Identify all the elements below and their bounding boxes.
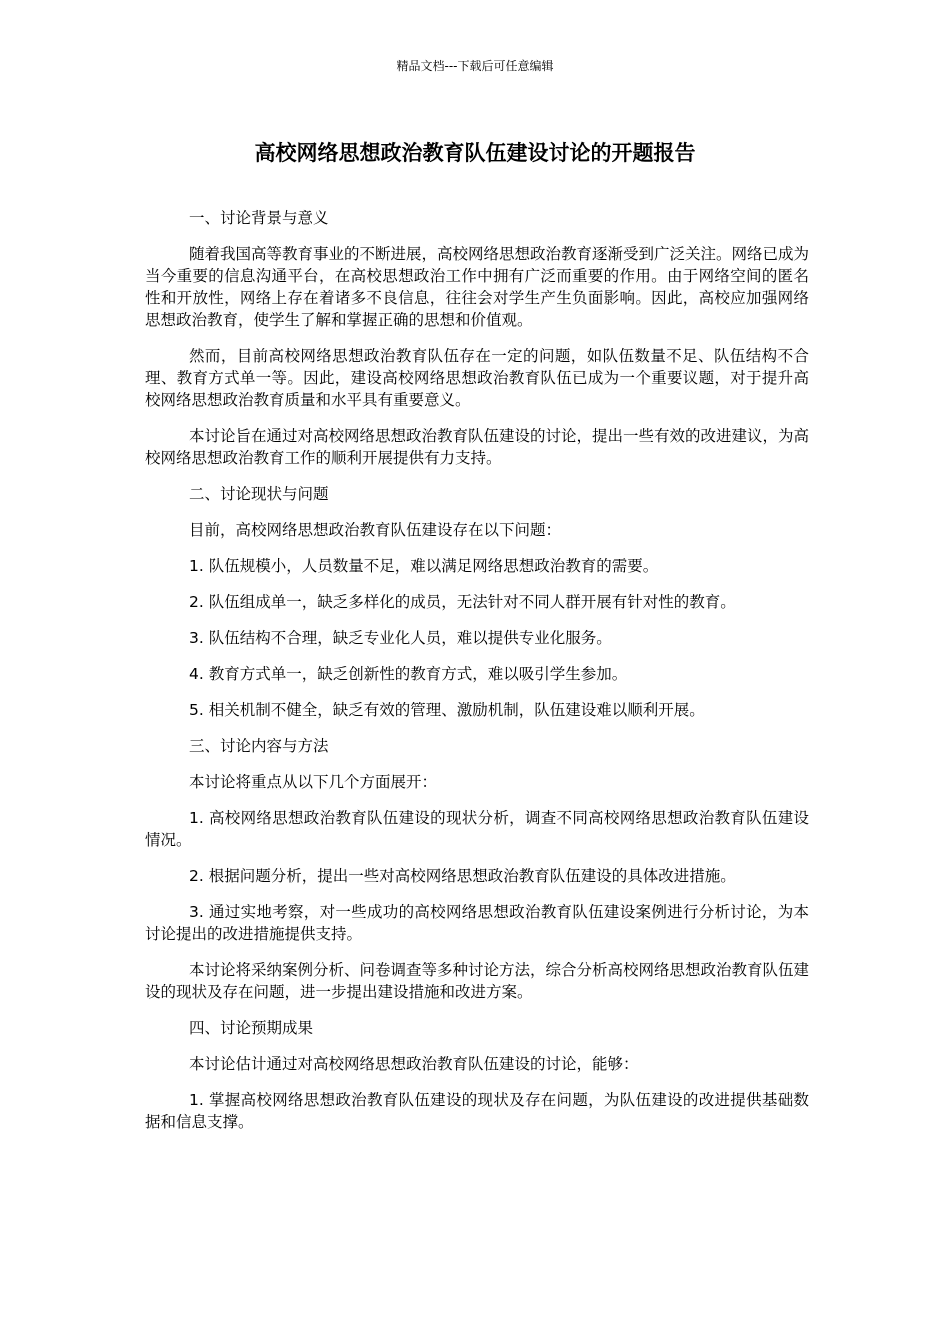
list-item: 4. 教育方式单一，缺乏创新性的教育方式，难以吸引学生参加。: [189, 665, 628, 683]
paragraph: 随着我国高等教育事业的不断进展，高校网络思想政治教育逐渐受到广泛关注。网络已成为当今重要的信息沟通平台，在高校思想政治工作中拥有广泛而重要的作用。由于网络空间的匿名性和开放性，网络上存在着诸多不良信息，往往会对学生产生负面影响。因此，高校应加强网络思想政治教育，使学生了解和掌握正确的思想和价值观。: [145, 245, 810, 329]
list-item: 5. 相关机制不健全，缺乏有效的管理、激励机制，队伍建设难以顺利开展。: [189, 701, 705, 719]
list-item: 3. 队伍结构不合理，缺乏专业化人员，难以提供专业化服务。: [189, 629, 612, 647]
list-item: 1. 掌握高校网络思想政治教育队伍建设的现状及存在问题，为队伍建设的改进提供基础数据和信息支撑。: [145, 1091, 809, 1131]
paragraph: 目前，高校网络思想政治教育队伍建设存在以下问题：: [189, 521, 562, 539]
section-status-problems: [145, 483, 809, 721]
section-background: [145, 207, 809, 469]
paragraph: 本讨论将重点从以下几个方面展开：: [189, 773, 438, 791]
paragraph: 本讨论旨在通过对高校网络思想政治教育队伍建设的讨论，提出一些有效的改进建议，为高校网络思想政治教育工作的顺利开展提供有力支持。: [145, 427, 810, 467]
list-item: 1. 队伍规模小，人员数量不足，难以满足网络思想政治教育的需要。: [189, 557, 659, 575]
list-item: 1. 高校网络思想政治教育队伍建设的现状分析，调查不同高校网络思想政治教育队伍建设情况。: [145, 809, 809, 849]
list-item: 2. 队伍组成单一，缺乏多样化的成员，无法针对不同人群开展有针对性的教育。: [189, 593, 736, 611]
paragraph: 本讨论估计通过对高校网络思想政治教育队伍建设的讨论，能够：: [189, 1055, 639, 1073]
list-item: 3. 通过实地考察，对一些成功的高校网络思想政治教育队伍建设案例进行分析讨论，为本讨论提出的改进措施提供支持。: [145, 903, 809, 943]
header-note: 精品文档---下载后可任意编辑: [396, 59, 554, 73]
section-heading: 三、讨论内容与方法: [189, 737, 329, 755]
section-heading: 四、讨论预期成果: [189, 1019, 314, 1037]
document-body: [145, 207, 809, 1147]
section-heading: 二、讨论现状与问题: [189, 485, 329, 503]
section-expected-results: [145, 1017, 809, 1133]
section-heading: 一、讨论背景与意义: [189, 209, 329, 227]
paragraph: 然而，目前高校网络思想政治教育队伍存在一定的问题，如队伍数量不足、队伍结构不合理、教育方式单一等。因此，建设高校网络思想政治教育队伍已成为一个重要议题，对于提升高校网络思想政治教育质量和水平具有重要意义。: [145, 347, 809, 409]
section-content-methods: [145, 735, 809, 1003]
list-item: 2. 根据问题分析，提出一些对高校网络思想政治教育队伍建设的具体改进措施。: [189, 867, 736, 885]
document-title: 高校网络思想政治教育队伍建设讨论的开题报告: [254, 141, 696, 165]
paragraph: 本讨论将采纳案例分析、问卷调查等多种讨论方法，综合分析高校网络思想政治教育队伍建设的现状及存在问题，进一步提出建设措施和改进方案。: [145, 961, 810, 1001]
